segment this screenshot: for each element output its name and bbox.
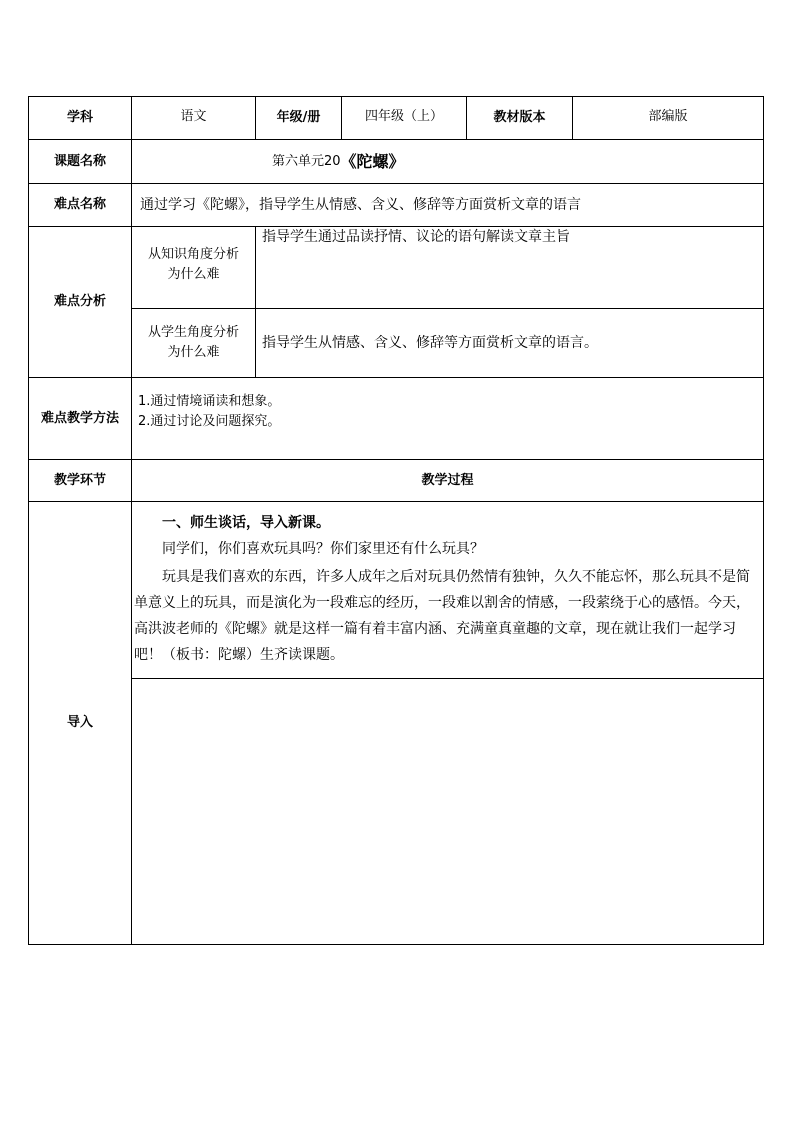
method-item: 1.通过情境诵读和想象。: [138, 394, 281, 409]
knowledge-angle-label-line1: 从知识角度分析: [147, 246, 239, 262]
stage-label: 教学环节: [53, 472, 106, 488]
grade-value: 四年级（上）: [364, 109, 443, 124]
student-angle-value: 指导学生从情感、含义、修辞等方面赏析文章的语言。: [262, 335, 598, 351]
edition-label: 教材版本: [493, 110, 546, 125]
row-divider: [28, 501, 764, 502]
intro-heading: 一、师生谈话，导入新课。: [162, 515, 330, 531]
intro-question: 同学们，你们喜欢玩具吗？你们家里还有什么玩具？: [162, 541, 484, 557]
column-divider: [131, 96, 132, 944]
lesson-label: 课题名称: [53, 153, 106, 169]
knowledge-angle-label-line2: 为什么难: [167, 266, 220, 282]
lesson-name: 《陀螺》: [340, 151, 405, 171]
student-angle-label-line1: 从学生角度分析: [147, 325, 239, 340]
analysis-label: 难点分析: [53, 294, 106, 309]
knowledge-angle-value: 指导学生通过品读抒情、议论的语句解读文章主旨: [262, 229, 570, 245]
process-label: 教学过程: [421, 472, 474, 488]
row-divider: [28, 377, 764, 378]
table-border-bottom: [28, 944, 764, 945]
difficulty-value: 通过学习《陀螺》，指导学生从情感、含义、修辞等方面赏析文章的语言: [140, 197, 581, 213]
intro-label: 导入: [66, 715, 93, 730]
difficulty-label: 难点名称: [53, 197, 106, 212]
row-divider: [132, 678, 764, 679]
column-divider: [255, 226, 256, 377]
subject-value: 语文: [180, 109, 207, 124]
method-item: 2.通过讨论及问题探究。: [138, 414, 281, 429]
edition-value: 部编版: [648, 109, 688, 124]
student-angle-label-line2: 为什么难: [167, 345, 220, 360]
lesson-prefix: 第六单元20: [272, 153, 341, 169]
grade-label: 年级/册: [276, 110, 321, 125]
intro-paragraph: 玩具是我们喜欢的东西，许多人成年之后对玩具仍然情有独钟，久久不能忘怀，那么玩具不是简单意义上的玩具，而是演化为一段难忘的经历，一段难以割舍的情感，一段萦绕于心的感悟。今天，高洪波老师的《陀螺》就是这样一篇有着丰富内涵、充满童真童趣的文章，现在就让我们一起学习吧！（板书：陀螺）生齐读课题。: [134, 569, 750, 663]
methods-label: 难点教学方法: [40, 410, 119, 426]
student-angle-label: [132, 309, 255, 377]
table-border-right: [763, 96, 764, 944]
knowledge-angle-label: [132, 227, 255, 308]
lesson-title: [272, 140, 752, 183]
subject-label: 学科: [66, 110, 93, 125]
methods-list: [138, 392, 758, 436]
